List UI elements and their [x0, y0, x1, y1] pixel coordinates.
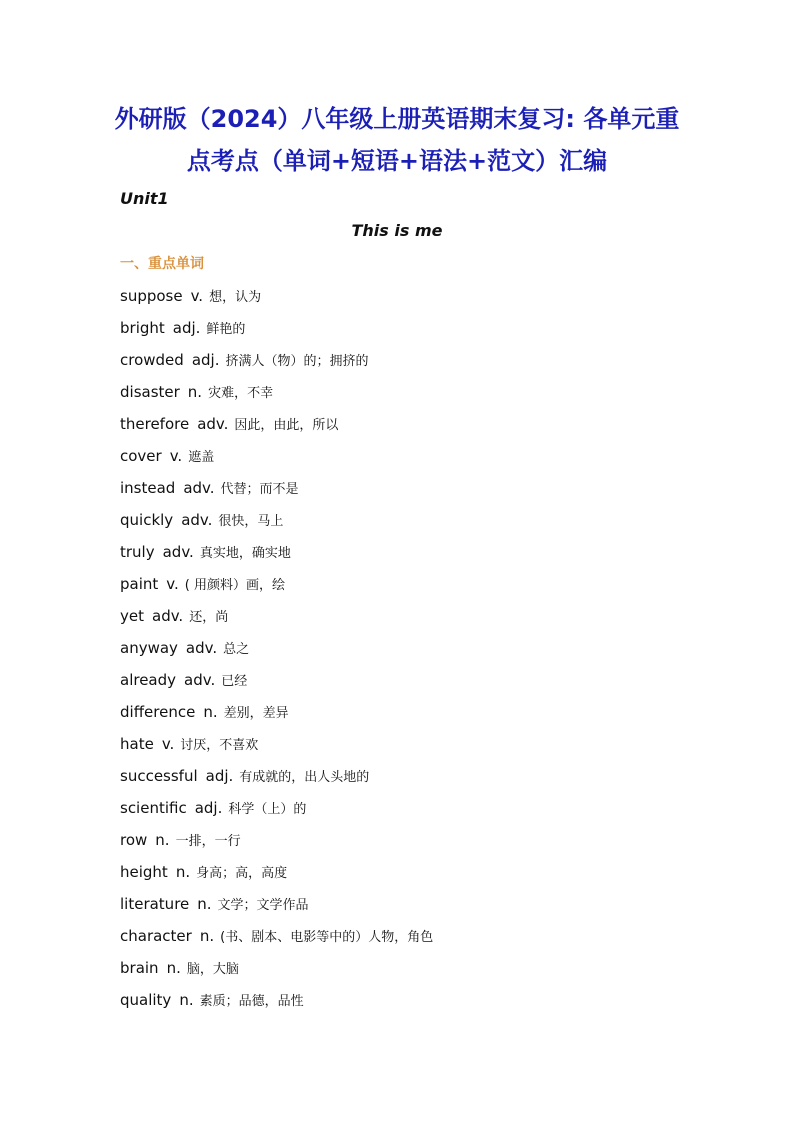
vocab-word: bright — [120, 319, 165, 337]
vocab-entry — [120, 316, 433, 348]
vocab-part-of-speech: v. — [166, 575, 179, 593]
vocabulary-list — [120, 284, 433, 1020]
vocab-word: cover — [120, 447, 162, 465]
vocab-meaning: 因此，由此，所以 — [234, 418, 339, 433]
vocab-meaning: 文学；文学作品 — [217, 898, 309, 913]
vocab-word: character — [120, 927, 192, 945]
vocab-meaning: 鲜艳的 — [206, 322, 246, 337]
vocab-word: literature — [120, 895, 190, 913]
vocab-word: quickly — [120, 511, 174, 529]
vocab-part-of-speech: adv. — [181, 511, 213, 529]
vocab-word: difference — [120, 703, 196, 721]
vocab-word: paint — [120, 575, 159, 593]
vocab-meaning: 已经 — [221, 674, 248, 689]
vocab-part-of-speech: n. — [166, 959, 181, 977]
vocab-entry — [120, 892, 433, 924]
vocab-entry — [120, 412, 433, 444]
vocab-meaning: 总之 — [223, 642, 250, 657]
vocab-part-of-speech: v. — [161, 735, 175, 753]
vocab-word: anyway — [120, 639, 178, 657]
vocab-part-of-speech: n. — [155, 831, 170, 849]
section-heading-key-words: 一、重点单词 — [120, 256, 204, 272]
vocab-word: quality — [120, 991, 172, 1009]
vocab-part-of-speech: v. — [190, 287, 204, 305]
vocab-word: row — [120, 831, 148, 849]
vocab-meaning: 科学（上）的 — [228, 802, 307, 817]
vocab-meaning: 想，认为 — [209, 290, 262, 305]
vocab-entry — [120, 540, 433, 572]
vocab-entry — [120, 636, 433, 668]
vocab-part-of-speech: n. — [197, 895, 212, 913]
vocab-meaning: (书、剧本、电影等中的）人物，角色 — [220, 930, 434, 945]
vocab-word: disaster — [120, 383, 180, 401]
vocab-meaning: 身高；高，高度 — [196, 866, 288, 881]
vocab-meaning: 代替；而不是 — [220, 482, 299, 497]
vocab-meaning: 遮盖 — [188, 450, 215, 465]
vocab-entry — [120, 956, 433, 988]
vocab-word: yet — [120, 607, 144, 625]
vocab-entry — [120, 764, 433, 796]
vocab-entry — [120, 380, 433, 412]
vocab-meaning: 素质；品德，品性 — [199, 994, 304, 1009]
vocab-word: scientific — [120, 799, 187, 817]
vocab-word: height — [120, 863, 168, 881]
vocab-meaning: ( 用颜料）画，绘 — [184, 578, 285, 593]
vocab-meaning: 讨厌，不喜欢 — [180, 738, 259, 753]
vocab-part-of-speech: adj. — [194, 799, 223, 817]
vocab-meaning: 挤满人（物）的；拥挤的 — [225, 354, 369, 369]
vocab-word: brain — [120, 959, 159, 977]
vocab-entry — [120, 860, 433, 892]
vocab-meaning: 差别，差异 — [223, 706, 289, 721]
vocab-entry — [120, 988, 433, 1020]
vocab-part-of-speech: adv. — [183, 479, 215, 497]
vocab-part-of-speech: n. — [199, 927, 215, 945]
vocab-part-of-speech: adv. — [184, 671, 216, 689]
vocab-part-of-speech: adv. — [152, 607, 184, 625]
vocab-entry — [120, 796, 433, 828]
vocab-entry — [120, 700, 433, 732]
unit-label: Unit1 — [120, 189, 169, 208]
vocab-part-of-speech: adv. — [185, 639, 218, 657]
unit-subtitle: This is me — [351, 221, 443, 240]
document-title-line-1: 外研版（2024）八年级上册英语期末复习: 各单元重 — [114, 105, 680, 133]
vocab-word: therefore — [120, 415, 190, 433]
vocab-entry — [120, 668, 433, 700]
vocab-part-of-speech: adj. — [191, 351, 220, 369]
vocab-word: truly — [120, 543, 155, 561]
vocab-meaning: 一排，一行 — [175, 834, 241, 849]
vocab-entry — [120, 476, 433, 508]
vocab-entry — [120, 444, 433, 476]
vocab-part-of-speech: n. — [179, 991, 194, 1009]
vocab-entry — [120, 284, 433, 316]
vocab-part-of-speech: adj. — [172, 319, 201, 337]
vocab-word: hate — [120, 735, 154, 753]
vocab-word: instead — [120, 479, 176, 497]
vocab-meaning: 真实地，确实地 — [199, 546, 291, 561]
vocab-part-of-speech: adj. — [205, 767, 234, 785]
vocab-part-of-speech: adv. — [162, 543, 194, 561]
vocab-entry — [120, 508, 433, 540]
vocab-word: already — [120, 671, 177, 689]
vocab-entry — [120, 604, 433, 636]
vocab-entry — [120, 828, 433, 860]
vocab-meaning: 灾难，不幸 — [208, 386, 274, 401]
vocab-part-of-speech: v. — [169, 447, 183, 465]
vocab-part-of-speech: adv. — [197, 415, 229, 433]
vocab-meaning: 脑，大脑 — [186, 962, 239, 977]
vocab-part-of-speech: n. — [203, 703, 218, 721]
vocab-word: crowded — [120, 351, 184, 369]
vocab-entry — [120, 732, 433, 764]
vocab-word: successful — [120, 767, 198, 785]
vocab-entry — [120, 348, 433, 380]
vocab-meaning: 还，尚 — [189, 610, 229, 625]
vocab-meaning: 很快，马上 — [218, 514, 284, 529]
vocab-entry — [120, 572, 433, 604]
vocab-part-of-speech: n. — [175, 863, 191, 881]
vocab-part-of-speech: n. — [187, 383, 203, 401]
document-title-line-2: 点考点（单词+短语+语法+范文）汇编 — [186, 147, 608, 175]
vocab-meaning: 有成就的，出人头地的 — [239, 770, 370, 785]
vocab-word: suppose — [120, 287, 183, 305]
vocab-entry — [120, 924, 433, 956]
